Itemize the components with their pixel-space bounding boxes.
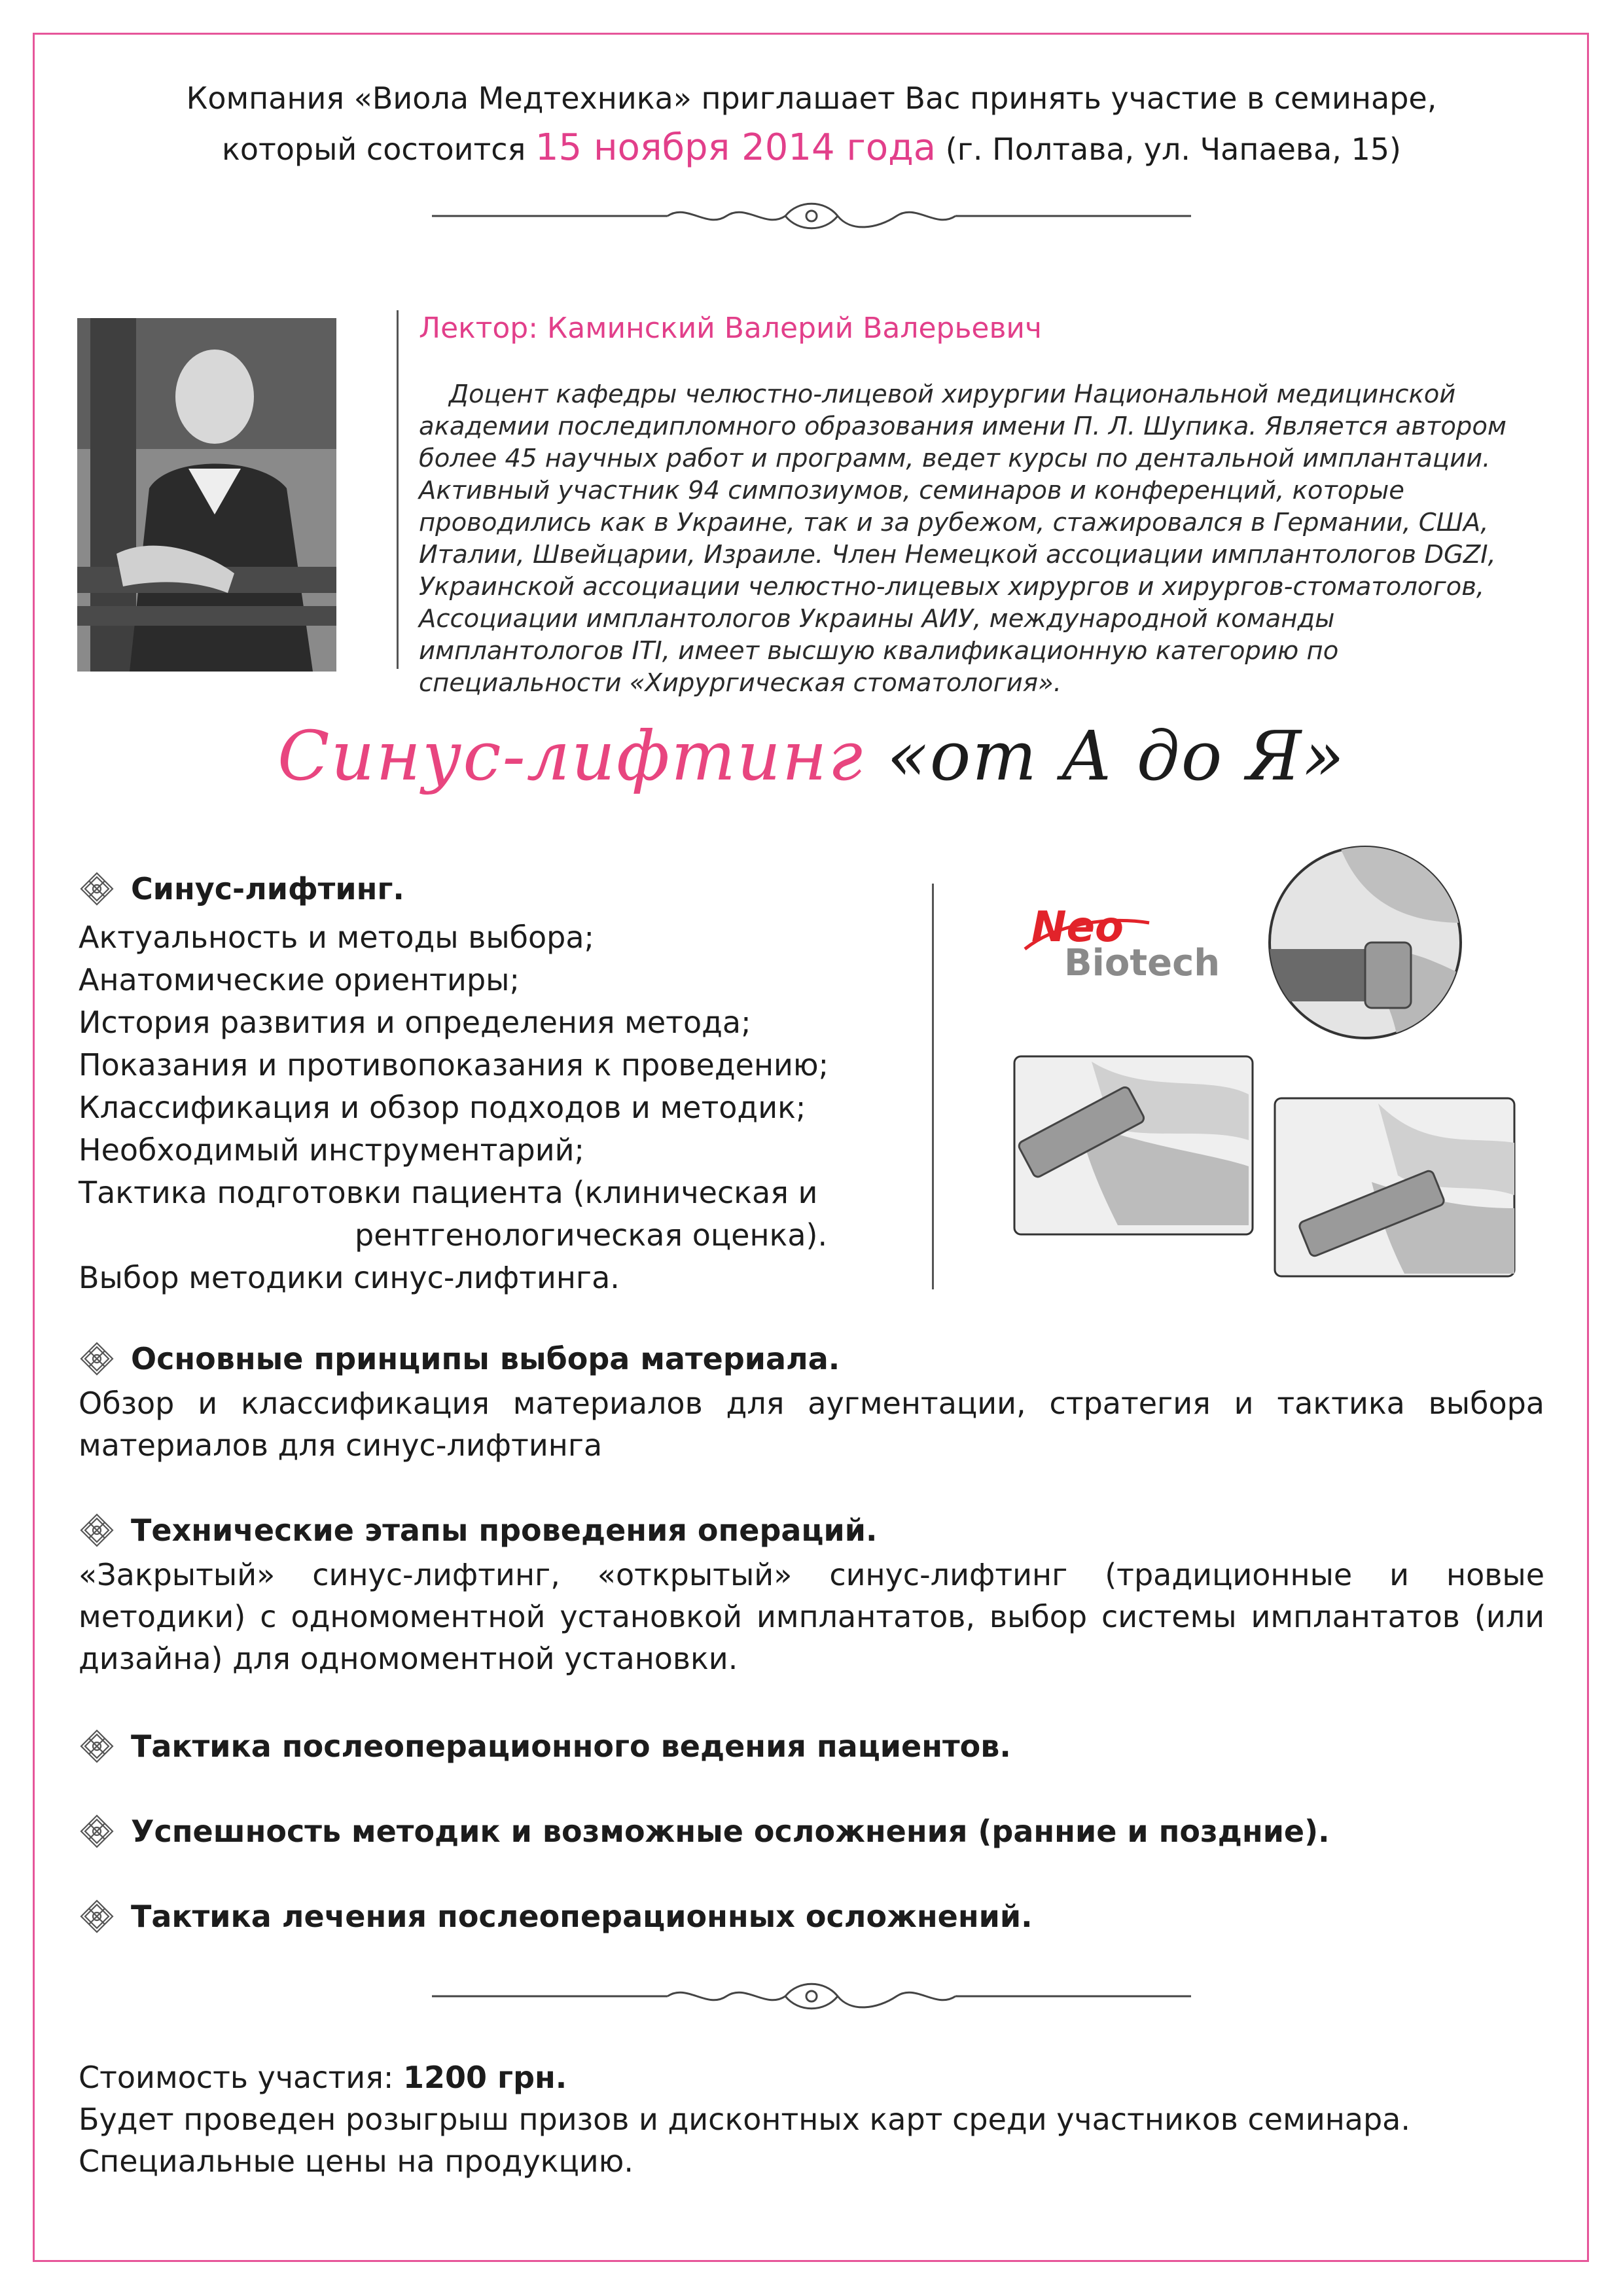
invitation-line-2 [0,123,1623,174]
section-heading-5-text: Успешность методик и возможные осложнения (ранние и поздние). [131,1814,1330,1849]
svg-text:Biotech: Biotech [1064,942,1221,982]
knot-bullet-icon [79,1813,115,1850]
knot-bullet-icon [79,1512,115,1549]
lecturer-label: Лектор: [419,312,539,345]
price-label: Стоимость участия: [79,2060,394,2095]
invitation-header [0,73,1623,174]
section-heading-1-text: Синус-лифтинг. [131,871,404,906]
section-heading-4-text: Тактика послеоперационного ведения пациентов. [131,1729,1011,1764]
knot-bullet-icon [79,1340,115,1377]
list-item: Актуальность и методы выбора; [79,920,595,955]
lecturer-heading [419,312,1042,345]
seminar-title [0,716,1623,796]
section-heading-4 [79,1728,1011,1765]
knot-bullet-icon [79,870,115,907]
seminar-title-sub: «от А до Я» [887,716,1346,796]
lecturer-name: Каминский Валерий Валерьевич [547,312,1042,345]
svg-text:Neo: Neo [1031,903,1124,952]
lecturer-bio: Доцент кафедры челюстно-лицевой хирургии Национальной медицинской академии последипломного образования имени П. Л. Шупика. Является автором более 45 научных работ и программ, ведет курсы по дентальной имплантации. Активный участник 94 симпозиумов, семинаров и конференций, которые проводились как в Украине, так и за рубежом, стажировался в Германии, США, Италии, Швейцарии, Израиле. Член Немецкой ассоциации имплантологов DGZI, Украинской ассоциации челюстно-лицевых хирургов и хирургов-стоматологов, Ассоциации имплантологов Украины АИУ, международной команды имплантологов ITI, имеет высшую квалификационную категорию по специальности «Хирургическая стоматология». [419,380,1507,698]
list-item: Тактика подготовки пациента (клиническая и [79,1175,818,1210]
price-value: 1200 грн. [403,2060,567,2095]
list-item: Выбор методики синус-лифтинга. [79,1260,620,1295]
invitation-line-1: Компания «Виола Медтехника» приглашает Вас принять участие в семинаре, [186,81,1437,116]
section-heading-3 [79,1512,877,1549]
footer [79,2056,1410,2182]
section-heading-6-text: Тактика лечения послеоперационных осложнений. [131,1899,1033,1934]
section-heading-2 [79,1340,840,1377]
section-heading-3-text: Технические этапы проведения операций. [131,1513,878,1548]
special-prices-note: Специальные цены на продукцию. [79,2144,634,2179]
sinus-lift-illustration-left [1013,1055,1254,1236]
illustration-divider [932,884,934,1289]
ornament-divider-bottom [432,1977,1191,2016]
section-2-text: Обзор и классификация материалов для аугментации, стратегия и тактика выбора материалов для синус-лифтинга [79,1386,1544,1463]
seminar-location: (г. Полтава, ул. Чапаева, 15) [945,132,1401,167]
list-item: Классификация и обзор подходов и методик; [79,1090,806,1125]
lecturer-photo [77,318,336,672]
price-line [79,2056,1410,2098]
sinus-lift-illustration-circle [1267,844,1463,1041]
prize-note: Будет проведен розыгрыш призов и дисконтных карт среди участников семинара. [79,2102,1410,2137]
sinus-lift-illustration-right [1274,1097,1516,1278]
section-heading-5 [79,1813,1330,1850]
list-item: Необходимый инструментарий; [79,1132,585,1168]
section-heading-6 [79,1898,1033,1935]
section-3-text: «Закрытый» синус-лифтинг, «открытый» синус-лифтинг (традиционные и новые методики) с одномоментной установкой имплантатов, выбор системы имплантатов (или дизайна) для одномоментной установки. [79,1557,1544,1676]
list-item: История развития и определения метода; [79,1005,751,1040]
list-item: рентгенологическая оценка). [355,1217,828,1253]
neobiotech-logo [1018,903,1254,982]
bio-divider [397,310,399,669]
list-item: Показания и противопоказания к проведению; [79,1047,829,1083]
seminar-date: 15 ноября 2014 года [535,126,936,169]
section-1-list [79,916,897,1299]
list-item: Анатомические ориентиры; [79,962,520,997]
section-heading-1 [79,870,404,907]
invitation-line-2-text: который состоится [222,132,526,167]
ornament-divider-top [432,196,1191,236]
section-heading-2-text: Основные принципы выбора материала. [131,1341,840,1376]
knot-bullet-icon [79,1898,115,1935]
seminar-title-main: Синус-лифтинг [277,716,865,796]
knot-bullet-icon [79,1728,115,1765]
